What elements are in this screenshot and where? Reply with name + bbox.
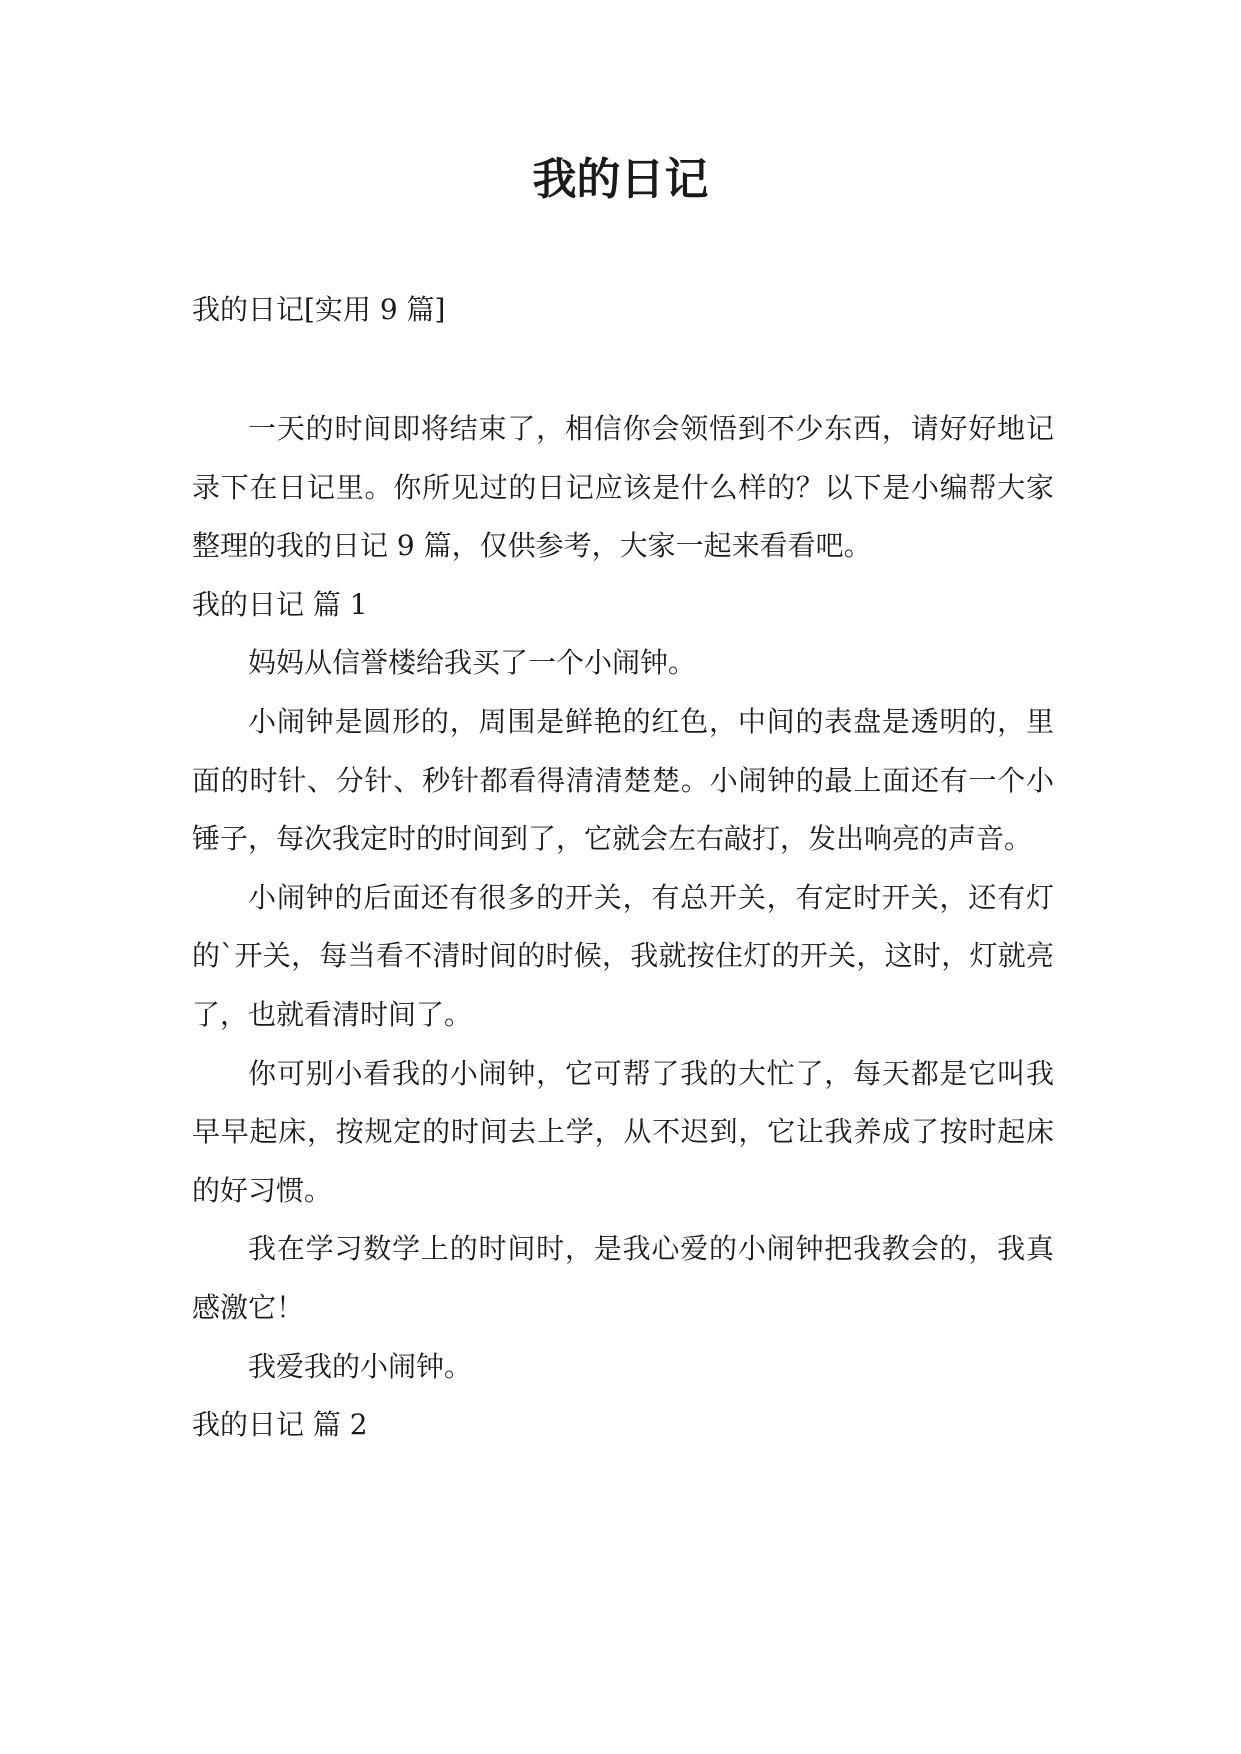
document-body (192, 400, 1054, 1455)
body-paragraph: 小闹钟的后面还有很多的开关，有总开关，有定时开关，还有灯的`开关，每当看不清时间的时候，我就按住灯的开关，这时，灯就亮了，也就看清时间了。 (192, 880, 1054, 1031)
section-heading: 我的日记 篇 2 (192, 1408, 368, 1442)
body-paragraph: 我爱我的小闹钟。 (248, 1349, 473, 1383)
body-paragraph: 小闹钟是圆形的，周围是鲜艳的红色，中间的表盘是透明的，里面的时针、分针、秒针都看得清清楚楚。小闹钟的最上面还有一个小锤子，每次我定时的时间到了，它就会左右敲打，发出响亮的声音。 (192, 704, 1054, 856)
section-heading: 我的日记 篇 1 (192, 587, 368, 621)
body-paragraph: 我在学习数学上的时间时，是我心爱的小闹钟把我教会的，我真感激它！ (192, 1232, 1054, 1324)
body-paragraph: 妈妈从信誉楼给我买了一个小闹钟。 (248, 646, 697, 680)
document-subtitle: 我的日记[实用 9 篇] (192, 293, 446, 326)
intro-paragraph: 一天的时间即将结束了，相信你会领悟到不少东西，请好好地记录下在日记里。你所见过的日记应该是什么样的？以下是小编帮大家整理的我的日记 9 篇，仅供参考，大家一起来看看吧。 (192, 412, 1054, 563)
body-paragraph: 你可别小看我的小闹钟，它可帮了我的大忙了，每天都是它叫我早早起床，按规定的时间去上学，从不迟到，它让我养成了按时起床的好习惯。 (192, 1056, 1054, 1207)
page-title: 我的日记 (532, 154, 709, 205)
